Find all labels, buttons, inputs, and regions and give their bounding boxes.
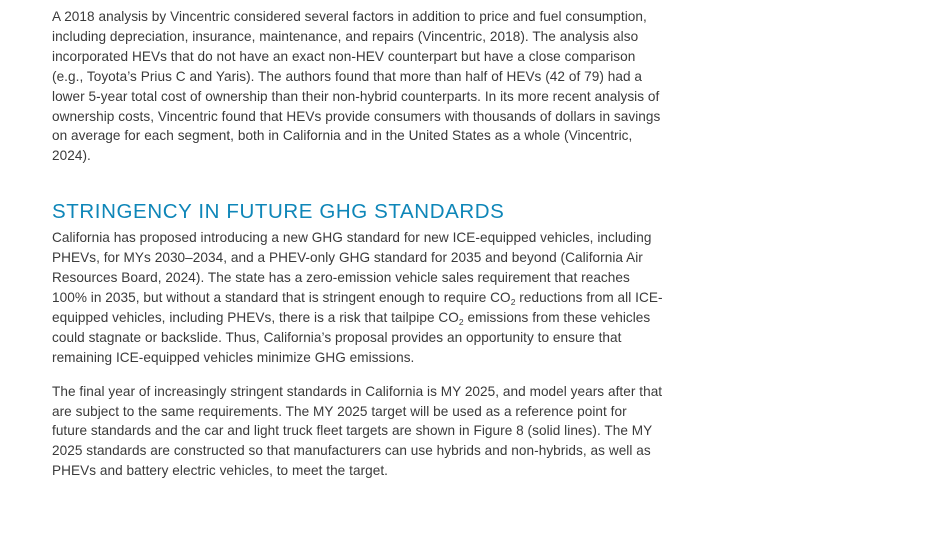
subscript-2: 2 (510, 296, 516, 307)
body-paragraph-my2025-standards: The final year of increasingly stringent standards in California is MY 2025, and model years after that are subject to the same requirements. The MY 2025 target will be used as a reference point for future standards and the car and light truck fleet targets are shown in Figure 8 (solid lines). The MY 2025 standards are constructed so that manufacturers can use hybrids and non-hybrids, as well as PHEVs and battery electric vehicles, to meet the target. (52, 383, 663, 479)
body-paragraph-california-proposal (52, 228, 664, 367)
subscript-2: 2 (458, 316, 464, 327)
section-heading: STRINGENCY IN FUTURE GHG STANDARDS (52, 200, 505, 224)
paragraph-text-segment: reductions from all ICE-equipped vehicles, including PHEVs, there is a risk that tailpipe CO (52, 289, 663, 325)
document-page (52, 7, 664, 481)
paragraph-text-segment: California has proposed introducing a new GHG standard for new ICE-equipped vehicles, including PHEVs, for MYs 2030–2034, and a PHEV-only GHG standard for 2035 and beyond (California Air Resources Board, 2024). The state has a zero-emission vehicle sales requirement that reaches 100% in 2035, but without a standard that is stringent enough to require CO (52, 230, 652, 305)
body-paragraph-vincentric: A 2018 analysis by Vincentric considered several factors in addition to price and fuel consumption, including depreciation, insurance, maintenance, and repairs (Vincentric, 2018). The analysis also incorporated HEVs that do not have an exact non-HEV counterpart but have a close comparison (e.g., Toyota’s Prius C and Yaris). The authors found that more than half of HEVs (42 of 79) had a lower 5-year total cost of ownership than their non-hybrid counterparts. In its more recent analysis of ownership costs, Vincentric found that HEVs provide consumers with thousands of dollars in savings on average for each segment, both in California and in the United States as a whole (Vincentric, 2024). (52, 9, 661, 164)
paragraph-text-segment: emissions from these vehicles could stagnate or backslide. Thus, California’s proposal provides an opportunity to ensure that remaining ICE-equipped vehicles minimize GHG emissions. (52, 309, 651, 365)
